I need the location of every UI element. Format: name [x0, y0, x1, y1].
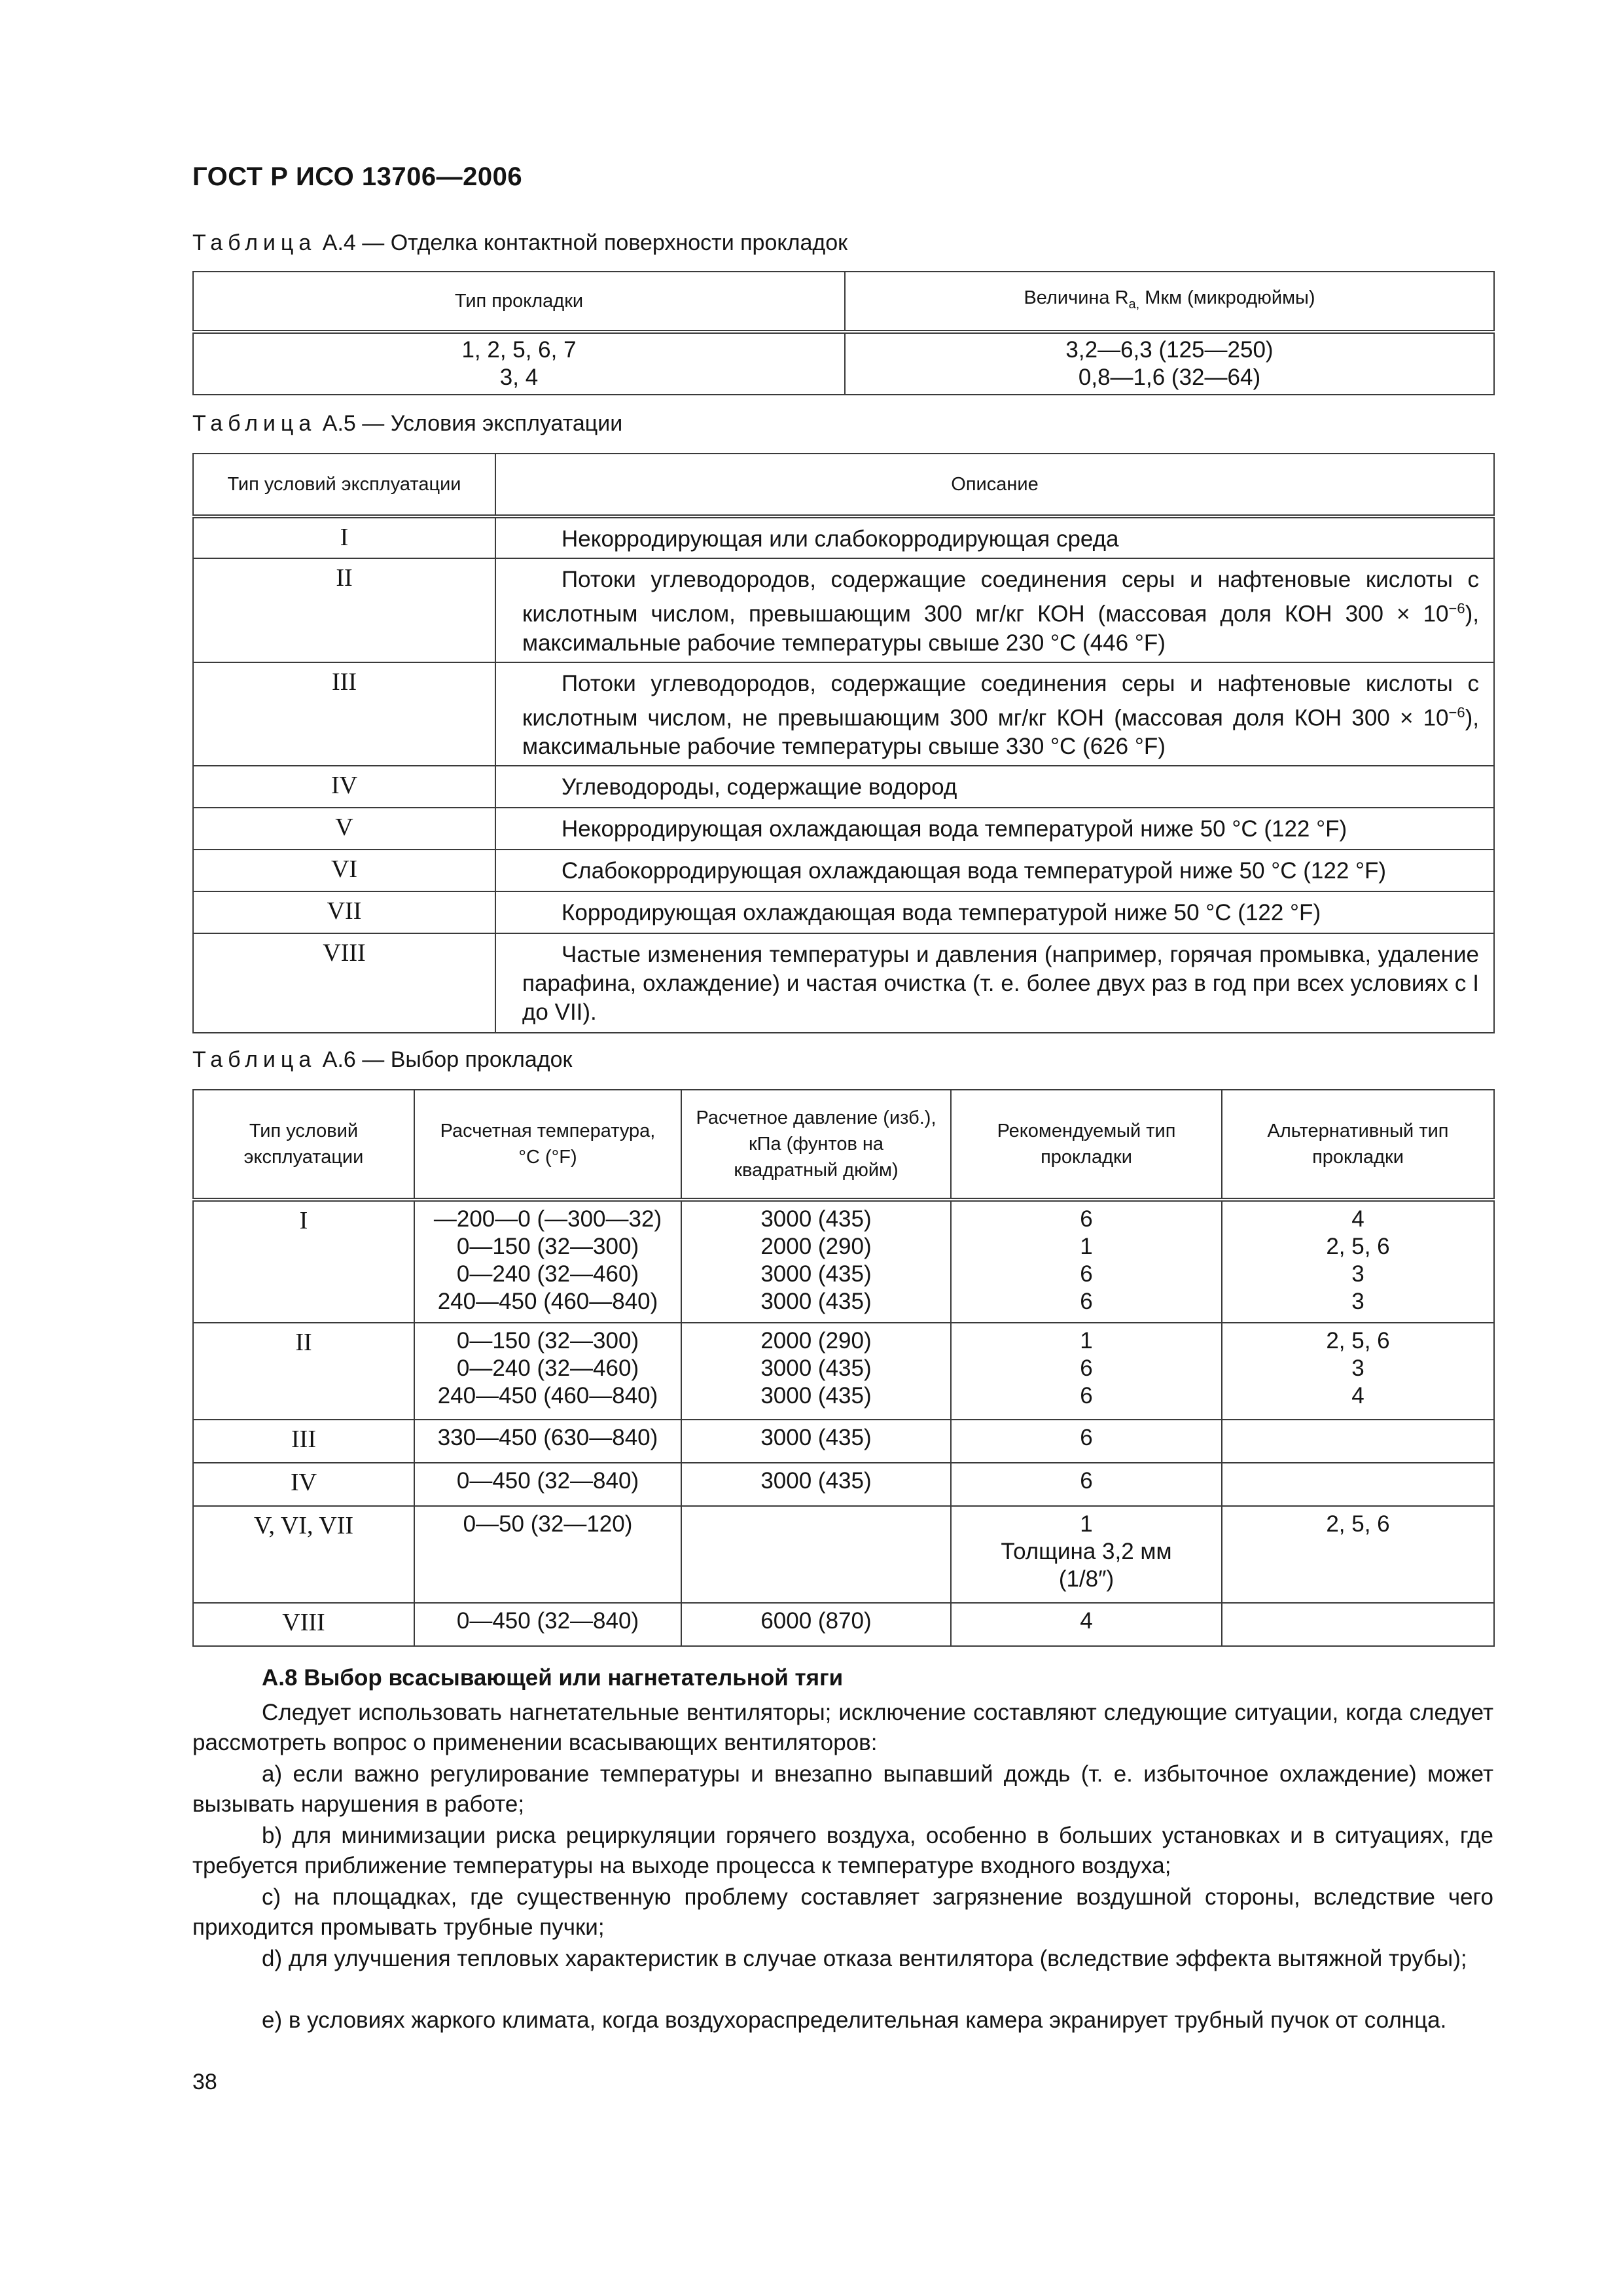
condition-type: I	[193, 516, 495, 558]
alternative-type-value: 2, 5, 6	[1326, 1511, 1390, 1537]
condition-type: II	[193, 558, 495, 662]
document-header: ГОСТ Р ИСО 13706—2006	[192, 162, 523, 191]
alternative-type	[1222, 1420, 1494, 1463]
recommended-type	[951, 1506, 1222, 1603]
table-a4-caption-word: Таблица	[192, 230, 317, 255]
condition-description: Некорродирующая охлаждающая вода температурой ниже 50 °С (122 °F)	[495, 808, 1494, 850]
table-a4-cell: 3,2—6,3 (125—250)	[1065, 337, 1274, 363]
alternative-type	[1222, 1603, 1494, 1646]
table-a4-header-gasket-type: Тип прокладки	[193, 272, 845, 332]
section-paragraph: b) для минимизации риска рециркуляции горячего воздуха, особенно в больших установках и в ситуациях, где требуется приближение температуры на выходе процесса к температуре входного воздуха;	[192, 1823, 1493, 1878]
design-temperature-value: 240—450 (460—840)	[437, 1289, 658, 1314]
recommended-type-value: 6	[1080, 1289, 1093, 1314]
table-a5-caption-word: Таблица	[192, 411, 317, 436]
design-temperature-value: 0—150 (32—300)	[456, 1328, 639, 1354]
design-temperature-value: —200—0 (—300—32)	[433, 1206, 662, 1232]
section-paragraph: c) на площадках, где существенную проблему составляет загрязнение воздушной стороны, вследствие чего приходится промывать трубные пучки;	[192, 1884, 1493, 1940]
table-row	[193, 558, 1494, 662]
table-a6-header-design-pressure: Расчетное давление (изб.), кПа (фунтов на квадратный дюйм)	[681, 1090, 951, 1200]
alternative-type	[1222, 1506, 1494, 1603]
table-row	[193, 662, 1494, 766]
design-pressure-value: 3000 (435)	[760, 1468, 872, 1494]
design-temperature-value: 0—450 (32—840)	[456, 1608, 639, 1634]
section-paragraph: d) для улучшения тепловых характеристик в случае отказа вентилятора (вследствие эффекта вытяжной трубы);	[262, 1946, 1467, 1971]
condition-type: III	[193, 662, 495, 766]
table-row	[193, 766, 1494, 808]
condition-description: Потоки углеводородов, содержащие соединения серы и нафтеновые кислоты с кислотным числом, не превышающим 300 мг/кг КОН (массовая доля КОН $300 \times 10^{-6}$), максимальные рабочие температуры свыше 330 °С (626 °F)	[495, 662, 1494, 766]
condition-type: IV	[193, 1463, 414, 1506]
design-pressure	[681, 1420, 951, 1463]
design-pressure	[681, 1323, 951, 1420]
alternative-type-value: 3	[1351, 1261, 1364, 1287]
alternative-type	[1222, 1323, 1494, 1420]
alternative-type	[1222, 1200, 1494, 1323]
table-row	[193, 933, 1494, 1033]
table-a4-cell: 1, 2, 5, 6, 7	[461, 337, 577, 363]
condition-type: V	[193, 808, 495, 850]
alternative-type-value: 3	[1351, 1289, 1364, 1314]
table-a4	[192, 271, 1495, 395]
recommended-type-value: 6	[1080, 1206, 1093, 1232]
design-temperature	[414, 1323, 681, 1420]
recommended-type-value: (1/8″)	[1058, 1566, 1115, 1592]
alternative-type-value: 4	[1351, 1206, 1364, 1232]
condition-type: VI	[193, 850, 495, 891]
table-a4-cell: 0,8—1,6 (32—64)	[1078, 365, 1261, 390]
design-temperature-value: 0—240 (32—460)	[456, 1261, 639, 1287]
design-temperature-value: 0—50 (32—120)	[463, 1511, 633, 1537]
design-pressure	[681, 1463, 951, 1506]
design-pressure-value: 3000 (435)	[760, 1425, 872, 1450]
recommended-type-value: 1	[1080, 1328, 1093, 1354]
table-a4-roughness-values	[845, 332, 1494, 395]
design-temperature	[414, 1506, 681, 1603]
recommended-type	[951, 1420, 1222, 1463]
table-row	[193, 891, 1494, 933]
alternative-type-value: 2, 5, 6	[1326, 1328, 1390, 1354]
table-a6-caption-word: Таблица	[192, 1047, 317, 1072]
condition-type: I	[193, 1200, 414, 1323]
condition-type: II	[193, 1323, 414, 1420]
table-a4-header-roughness-pre: Величина R	[1024, 287, 1129, 309]
design-temperature-value: 0—150 (32—300)	[456, 1234, 639, 1259]
condition-description: Частые изменения температуры и давления (например, горячая промывка, удаление парафина, охлаждение) и частая очистка (т. е. более двух раз в год при всех условиях с I до VII).	[495, 933, 1494, 1033]
design-pressure-value: 3000 (435)	[760, 1355, 872, 1381]
recommended-type-value: 1	[1080, 1511, 1093, 1537]
page-number: 38	[192, 2070, 217, 2094]
section-paragraph: a) если важно регулирование температуры и внезапно выпавший дождь (т. е. избыточное охлаждение) может вызывать нарушения в работе;	[192, 1761, 1493, 1817]
table-row	[193, 1420, 1494, 1463]
table-a4-gasket-types	[193, 332, 845, 395]
table-a6-header-design-temperature: Расчетная температура, °С (°F)	[414, 1090, 681, 1200]
recommended-type	[951, 1200, 1222, 1323]
design-temperature	[414, 1603, 681, 1646]
design-temperature-value: 0—450 (32—840)	[456, 1468, 639, 1494]
recommended-type	[951, 1603, 1222, 1646]
design-pressure-value: 6000 (870)	[760, 1608, 872, 1634]
design-pressure-value: 3000 (435)	[760, 1289, 872, 1314]
table-a4-header-roughness-sub: a,	[1128, 296, 1140, 312]
design-temperature-value: 240—450 (460—840)	[437, 1383, 658, 1408]
table-a4-header-roughness	[845, 272, 1494, 332]
design-temperature-value: 330—450 (630—840)	[437, 1425, 658, 1450]
recommended-type-value: 6	[1080, 1261, 1093, 1287]
condition-type: VII	[193, 891, 495, 933]
design-pressure-value: 3000 (435)	[760, 1261, 872, 1287]
table-a6	[192, 1089, 1495, 1647]
condition-type: VIII	[193, 1603, 414, 1646]
table-a5-header-description: Описание	[495, 454, 1494, 516]
recommended-type-value: 4	[1080, 1608, 1093, 1634]
table-a4-header-roughness-post: Мкм (микродюймы)	[1139, 287, 1315, 309]
section-paragraph: Следует использовать нагнетательные вентиляторы; исключение составляют следующие ситуации, когда следует рассмотреть вопрос о применении всасывающих вентиляторов:	[192, 1700, 1493, 1755]
table-row	[193, 516, 1494, 558]
table-a5-caption	[192, 411, 622, 437]
section-heading: А.8 Выбор всасывающей или нагнетательной тяги	[262, 1665, 844, 1691]
table-a4-caption-text: А.4 — Отделка контактной поверхности прокладок	[322, 230, 848, 255]
recommended-type-value: Толщина 3,2 мм	[1001, 1539, 1172, 1564]
table-row	[193, 850, 1494, 891]
recommended-type-value: 6	[1080, 1383, 1093, 1408]
condition-type: IV	[193, 766, 495, 808]
alternative-type	[1222, 1463, 1494, 1506]
recommended-type-value: 6	[1080, 1355, 1093, 1381]
alternative-type-value: 4	[1351, 1383, 1364, 1408]
condition-description: Корродирующая охлаждающая вода температурой ниже 50 °С (122 °F)	[495, 891, 1494, 933]
design-temperature	[414, 1200, 681, 1323]
condition-description: Слабокорродирующая охлаждающая вода температурой ниже 50 °С (122 °F)	[495, 850, 1494, 891]
alternative-type-value: 3	[1351, 1355, 1364, 1381]
design-pressure-value: 3000 (435)	[760, 1206, 872, 1232]
design-pressure-value: 2000 (290)	[760, 1234, 872, 1259]
table-a6-header-condition-type: Тип условий эксплуатации	[193, 1090, 414, 1200]
design-pressure	[681, 1603, 951, 1646]
condition-type: V, VI, VII	[193, 1506, 414, 1603]
design-pressure	[681, 1200, 951, 1323]
recommended-type	[951, 1463, 1222, 1506]
table-a6-caption-text: А.6 — Выбор прокладок	[322, 1047, 573, 1072]
design-pressure-value: 3000 (435)	[760, 1383, 872, 1408]
design-pressure-value: 2000 (290)	[760, 1328, 872, 1354]
table-row	[193, 1506, 1494, 1603]
design-pressure	[681, 1506, 951, 1603]
condition-type: VIII	[193, 933, 495, 1033]
table-a4-cell: 3, 4	[499, 365, 539, 390]
design-temperature	[414, 1463, 681, 1506]
recommended-type-value: 1	[1080, 1234, 1093, 1259]
design-temperature	[414, 1420, 681, 1463]
recommended-type	[951, 1323, 1222, 1420]
table-a6-caption	[192, 1047, 572, 1073]
table-row	[193, 1603, 1494, 1646]
table-row	[193, 1323, 1494, 1420]
condition-type: III	[193, 1420, 414, 1463]
condition-description: Потоки углеводородов, содержащие соединения серы и нафтеновые кислоты с кислотным числом, превышающим 300 мг/кг КОН (массовая доля КОН $300 \times 10^{-6}$), максимальные рабочие температуры свыше 230 °С (446 °F)	[495, 558, 1494, 662]
table-row	[193, 1200, 1494, 1323]
table-a5-header-condition-type: Тип условий эксплуатации	[193, 454, 495, 516]
condition-description: Углеводороды, содержащие водород	[495, 766, 1494, 808]
table-row	[193, 808, 1494, 850]
design-temperature-value: 0—240 (32—460)	[456, 1355, 639, 1381]
table-row	[193, 1463, 1494, 1506]
table-a5-caption-text: А.5 — Условия эксплуатации	[322, 411, 623, 436]
alternative-type-value: 2, 5, 6	[1326, 1234, 1390, 1259]
table-a4-caption	[192, 230, 847, 256]
table-a5	[192, 453, 1495, 1033]
condition-description: Некорродирующая или слабокорродирующая среда	[495, 516, 1494, 558]
recommended-type-value: 6	[1080, 1425, 1093, 1450]
recommended-type-value: 6	[1080, 1468, 1093, 1494]
table-a6-header-recommended-type: Рекомендуемый тип прокладки	[951, 1090, 1222, 1200]
section-paragraph: e) в условиях жаркого климата, когда воздухораспределительная камера экранирует трубный пучок от солнца.	[262, 2007, 1447, 2033]
table-a6-header-alternative-type: Альтернативный тип прокладки	[1222, 1090, 1494, 1200]
